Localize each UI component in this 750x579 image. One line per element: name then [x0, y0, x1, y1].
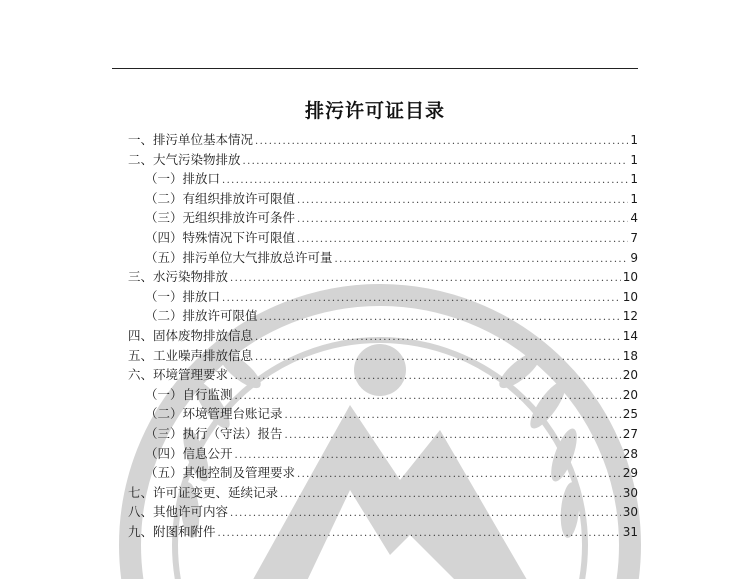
toc-leader-dots — [260, 312, 621, 323]
toc-entry-label: （一）排放口 — [145, 171, 221, 187]
toc-entry-page-number: 28 — [622, 446, 638, 461]
toc-leader-dots — [230, 508, 621, 519]
toc-entry[interactable] — [128, 483, 638, 503]
toc-entry-page-number: 31 — [622, 524, 638, 539]
toc-entry-label: （二）有组织排放许可限值 — [145, 190, 296, 206]
toc-entry-label: （三）执行（守法）报告 — [145, 425, 283, 441]
toc-entry-label: （二）排放许可限值 — [145, 308, 258, 324]
toc-leader-dots — [222, 175, 628, 186]
toc-leader-dots — [230, 371, 621, 382]
toc-entry-label: 四、固体废物排放信息 — [128, 327, 254, 343]
toc-leader-dots — [230, 273, 621, 284]
toc-leader-dots — [218, 528, 621, 539]
toc-entry[interactable] — [128, 306, 638, 326]
toc-entry-label: 六、环境管理要求 — [128, 367, 229, 383]
toc-entry[interactable] — [128, 404, 638, 424]
toc-entry[interactable] — [128, 287, 638, 307]
toc-entry[interactable] — [128, 267, 638, 287]
toc-entry-page-number: 1 — [630, 133, 638, 147]
toc-entry[interactable] — [128, 502, 638, 522]
toc-entry-page-number: 9 — [630, 250, 638, 265]
toc-entry-page-number: 14 — [622, 328, 638, 343]
toc-entry-label: 九、附图和附件 — [128, 523, 216, 539]
toc-entry[interactable] — [128, 150, 638, 170]
toc-leader-dots — [222, 293, 621, 304]
toc-entry[interactable] — [128, 228, 638, 248]
header-rule — [112, 68, 638, 69]
toc-entry[interactable] — [128, 208, 638, 228]
toc-leader-dots — [297, 214, 628, 225]
toc-entry-page-number: 20 — [622, 368, 638, 383]
toc-entry-page-number: 30 — [622, 505, 638, 520]
document-title: 排污许可证目录 — [304, 100, 445, 122]
toc-entry-label: （一）排放口 — [145, 288, 221, 304]
toc-entry-page-number: 10 — [622, 270, 638, 285]
toc-leader-dots — [255, 332, 621, 343]
toc-entry[interactable] — [128, 248, 638, 268]
toc-leader-dots — [297, 234, 628, 245]
toc-entry[interactable] — [128, 365, 638, 385]
toc-entry-label: 五、工业噪声排放信息 — [128, 347, 254, 363]
toc-entry[interactable] — [128, 346, 638, 366]
toc-leader-dots — [255, 136, 628, 147]
toc-entry-page-number: 27 — [622, 426, 638, 441]
toc-entry[interactable] — [128, 424, 638, 444]
toc-leader-dots — [297, 195, 628, 206]
toc-entry-label: 八、其他许可内容 — [128, 504, 229, 520]
toc-entry-page-number: 29 — [622, 466, 638, 481]
toc-entry-page-number: 4 — [630, 211, 638, 226]
toc-entry-label: 二、大气污染物排放 — [128, 151, 241, 167]
toc-entry[interactable] — [128, 189, 638, 209]
toc-entry[interactable] — [128, 169, 638, 189]
toc-entry-page-number: 25 — [622, 407, 638, 422]
toc-leader-dots — [335, 254, 629, 265]
toc-entry-label: 七、许可证变更、延续记录 — [128, 484, 279, 500]
toc-leader-dots — [235, 450, 621, 461]
toc-leader-dots — [255, 352, 621, 363]
toc-entry[interactable] — [128, 444, 638, 464]
toc-entry-label: 一、排污单位基本情况 — [128, 132, 254, 147]
toc-leader-dots — [243, 156, 629, 167]
toc-entry[interactable] — [128, 463, 638, 483]
toc-entry-label: （五）其他控制及管理要求 — [145, 465, 296, 481]
toc-entry-label: （二）环境管理台账记录 — [145, 406, 283, 422]
toc-leader-dots — [280, 489, 621, 500]
toc-entry-page-number: 7 — [630, 230, 638, 245]
toc-entry-label: 三、水污染物排放 — [128, 269, 229, 285]
toc-entry-label: （一）自行监测 — [145, 386, 233, 402]
toc-entry-page-number: 10 — [622, 289, 638, 304]
toc-entry-label: （四）信息公开 — [145, 445, 233, 461]
toc-entry-label: （五）排污单位大气排放总许可量 — [145, 249, 333, 265]
toc-entry[interactable] — [128, 385, 638, 405]
toc-entry-page-number: 30 — [622, 485, 638, 500]
toc-entry-page-number: 18 — [622, 348, 638, 363]
toc-entry-page-number: 20 — [622, 387, 638, 402]
toc-entry-page-number: 1 — [630, 152, 638, 167]
toc-entry-page-number: 12 — [622, 309, 638, 324]
toc-entry[interactable] — [128, 130, 638, 150]
toc-entry-label: （三）无组织排放许可条件 — [145, 210, 296, 226]
toc-entry-label: （四）特殊情况下许可限值 — [145, 229, 296, 245]
toc-leader-dots — [285, 410, 621, 421]
toc-entry[interactable] — [128, 522, 638, 542]
toc-entry-page-number: 1 — [630, 172, 638, 187]
toc-leader-dots — [297, 469, 621, 480]
toc-entry-page-number: 1 — [630, 191, 638, 206]
table-of-contents — [128, 130, 638, 541]
toc-entry[interactable] — [128, 326, 638, 346]
toc-leader-dots — [235, 391, 621, 402]
toc-leader-dots — [285, 430, 621, 441]
